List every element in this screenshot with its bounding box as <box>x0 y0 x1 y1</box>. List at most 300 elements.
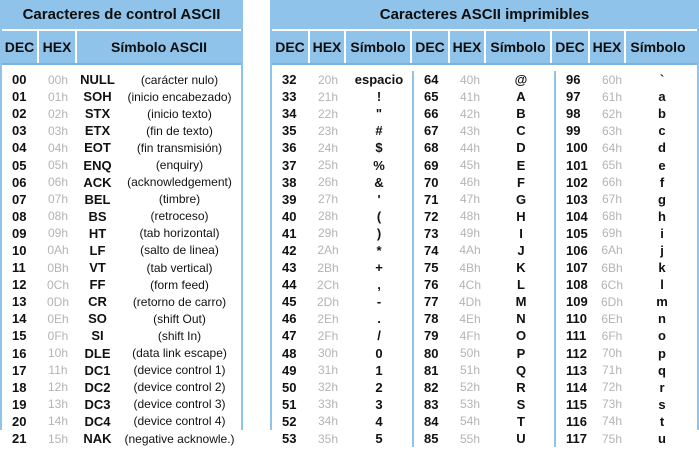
dec-value: 65 <box>424 89 439 105</box>
dec-value: 116 <box>566 413 587 429</box>
dec-value: 45 <box>282 294 297 310</box>
hex-value: 48h <box>459 209 481 224</box>
dec-value: 78 <box>424 311 439 327</box>
dec-value: 99 <box>566 123 581 139</box>
hex-value: 20h <box>317 72 339 87</box>
symbol-description: (device control 4) <box>133 414 226 429</box>
hex-value: 49h <box>459 226 481 241</box>
symbol-value: B <box>516 106 526 122</box>
printable-rows <box>556 71 694 447</box>
hex-value: 27h <box>317 192 339 207</box>
hex-value: 66h <box>601 175 623 190</box>
hex-value: 33h <box>317 397 339 412</box>
hex-value: 24h <box>317 140 339 155</box>
symbol-value: $ <box>375 140 383 156</box>
hex-value: 4Ah <box>459 243 481 258</box>
symbol-value: ` <box>659 72 665 88</box>
table-row <box>414 293 554 310</box>
symbol-value: F <box>517 174 525 190</box>
symbol-value: s <box>658 396 666 412</box>
dec-value: 79 <box>424 328 439 344</box>
symbol-value: - <box>376 294 382 310</box>
table-row <box>414 396 554 413</box>
hex-value: 0Ah <box>47 243 69 258</box>
symbol-description: (carácter nulo) <box>140 72 219 87</box>
table-row <box>272 225 412 242</box>
symbol-value: b <box>658 106 666 122</box>
dec-value: 01 <box>12 89 27 105</box>
symbol-value: FF <box>89 277 106 293</box>
hex-value: 30h <box>317 346 339 361</box>
dec-value: 100 <box>566 140 588 156</box>
dec-value: 40 <box>282 208 297 224</box>
dec-value: 09 <box>12 225 27 241</box>
hex-value: 2Eh <box>317 311 339 326</box>
symbol-description: (device control 2) <box>133 380 226 395</box>
symbol-value: T <box>517 413 525 429</box>
symbol-value: CR <box>88 294 107 310</box>
hex-value: 05h <box>47 158 69 173</box>
dec-value: 108 <box>566 277 588 293</box>
dec-value: 83 <box>424 396 439 412</box>
symbol-value: t <box>659 413 665 429</box>
hex-value: 4Bh <box>459 260 481 275</box>
symbol-value: g <box>658 191 666 207</box>
dec-value: 19 <box>12 396 27 412</box>
symbol-description: (acknowledgement) <box>127 175 232 190</box>
dec-value: 64 <box>424 72 439 88</box>
hex-value: 42h <box>459 106 481 121</box>
symbol-value: SI <box>91 328 104 344</box>
table-row <box>556 208 694 225</box>
dec-value: 17 <box>12 362 27 378</box>
table-row <box>2 105 241 122</box>
hex-value: 14h <box>47 414 69 429</box>
symbol-description: (fin de texto) <box>146 123 213 138</box>
symbol-value: S <box>516 396 526 412</box>
hex-value: 21h <box>317 89 339 104</box>
hex-value: 0Ch <box>46 277 69 292</box>
dec-value: 75 <box>424 260 439 276</box>
symbol-value: NULL <box>80 72 115 88</box>
dec-value: 32 <box>282 72 297 88</box>
hex-value: 34h <box>317 414 339 429</box>
table-row <box>414 88 554 105</box>
dec-value: 43 <box>282 260 297 276</box>
header-hex: HEX <box>39 31 77 63</box>
table-row <box>272 379 412 396</box>
table-row <box>556 362 694 379</box>
table-row <box>414 191 554 208</box>
hex-value: 71h <box>601 363 623 378</box>
dec-value: 49 <box>282 362 297 378</box>
hex-value: 2Ah <box>317 243 339 258</box>
table-row <box>272 259 412 276</box>
dec-value: 39 <box>282 191 297 207</box>
dec-value: 12 <box>12 277 27 293</box>
header-symbol: Símbolo <box>486 31 552 63</box>
symbol-value: N <box>516 311 526 327</box>
dec-value: 77 <box>424 294 439 310</box>
dec-value: 81 <box>424 362 439 378</box>
hex-value: 0Fh <box>47 328 69 343</box>
table-row <box>414 276 554 293</box>
hex-value: 2Ch <box>316 277 339 292</box>
table-row <box>414 242 554 259</box>
control-characters-title: Caracteres de control ASCII <box>2 0 241 31</box>
dec-value: 15 <box>12 328 27 344</box>
table-row <box>556 242 694 259</box>
table-row <box>556 276 694 293</box>
dec-value: 03 <box>12 123 27 139</box>
table-row <box>272 310 412 327</box>
dec-value: 44 <box>282 277 297 293</box>
dec-value: 85 <box>424 431 439 447</box>
symbol-value: i <box>660 225 664 241</box>
hex-value: 53h <box>459 397 481 412</box>
hex-value: 15h <box>47 431 69 446</box>
table-row <box>272 191 412 208</box>
dec-value: 36 <box>282 140 297 156</box>
symbol-value: DC2 <box>84 379 111 395</box>
hex-value: 65h <box>601 158 623 173</box>
symbol-value: p <box>658 345 666 361</box>
table-row <box>2 362 241 379</box>
dec-value: 96 <box>566 72 581 88</box>
table-row <box>556 293 694 310</box>
dec-value: 80 <box>424 345 439 361</box>
dec-value: 69 <box>424 157 439 173</box>
table-row <box>556 88 694 105</box>
symbol-description: (tab horizontal) <box>139 226 220 241</box>
printable-group <box>272 71 414 447</box>
hex-value: 4Eh <box>459 311 481 326</box>
table-row <box>2 413 241 430</box>
hex-value: 01h <box>47 89 69 104</box>
table-row <box>272 88 412 105</box>
symbol-value: espacio <box>354 72 404 88</box>
symbol-value: * <box>376 242 382 258</box>
hex-value: 45h <box>459 158 481 173</box>
symbol-value: SOH <box>83 89 112 105</box>
dec-value: 48 <box>282 345 297 361</box>
hex-value: 28h <box>317 209 339 224</box>
symbol-value: u <box>658 431 666 447</box>
table-row <box>2 396 241 413</box>
dec-value: 103 <box>566 191 588 207</box>
table-row <box>556 345 694 362</box>
hex-value: 47h <box>459 192 481 207</box>
dec-value: 117 <box>566 431 587 447</box>
hex-value: 6Bh <box>601 260 623 275</box>
symbol-value: # <box>375 123 383 139</box>
symbol-value: R <box>516 379 526 395</box>
hex-value: 63h <box>601 123 623 138</box>
printable-group <box>556 71 694 447</box>
symbol-value: STX <box>84 106 111 122</box>
table-row <box>272 122 412 139</box>
hex-value: 07h <box>47 192 69 207</box>
hex-value: 51h <box>459 363 481 378</box>
dec-value: 14 <box>12 311 27 327</box>
symbol-value: BEL <box>84 191 111 207</box>
table-row <box>556 122 694 139</box>
dec-value: 71 <box>424 191 439 207</box>
symbol-value: 1 <box>375 362 383 378</box>
hex-value: 09h <box>47 226 69 241</box>
table-row <box>414 225 554 242</box>
hex-value: 75h <box>601 431 623 446</box>
dec-value: 46 <box>282 311 297 327</box>
dec-value: 97 <box>566 89 581 105</box>
dec-value: 109 <box>566 294 588 310</box>
symbol-value: % <box>373 157 385 173</box>
hex-value: 62h <box>601 106 623 121</box>
table-row <box>414 139 554 156</box>
dec-value: 68 <box>424 140 439 156</box>
hex-value: 52h <box>459 380 481 395</box>
table-row <box>2 71 241 88</box>
symbol-value: 2 <box>375 379 383 395</box>
symbol-value: U <box>516 431 526 447</box>
symbol-value: H <box>516 208 526 224</box>
table-row <box>272 396 412 413</box>
symbol-value: 5 <box>375 431 383 447</box>
dec-value: 13 <box>12 294 27 310</box>
control-table-body <box>2 65 241 447</box>
table-row <box>272 362 412 379</box>
symbol-value: 3 <box>375 396 383 412</box>
dec-value: 34 <box>282 106 297 122</box>
symbol-value: a <box>658 89 666 105</box>
header-symbol: Símbolo <box>630 39 686 55</box>
symbol-description: (inicio encabezado) <box>127 89 232 104</box>
dec-value: 07 <box>12 191 27 207</box>
table-row <box>272 327 412 344</box>
dec-value: 115 <box>566 396 587 412</box>
table-row <box>414 208 554 225</box>
symbol-value: HT <box>88 225 107 241</box>
symbol-value: o <box>658 328 666 344</box>
hex-value: 74h <box>601 414 623 429</box>
table-row <box>2 430 241 447</box>
symbol-value: M <box>515 294 527 310</box>
symbol-description: (data link escape) <box>132 346 227 361</box>
table-row <box>272 208 412 225</box>
dec-value: 10 <box>12 242 27 258</box>
hex-value: 31h <box>317 363 339 378</box>
symbol-value: ETX <box>84 123 111 139</box>
symbol-value: 4 <box>375 413 383 429</box>
symbol-value: P <box>516 345 526 361</box>
table-row <box>556 413 694 430</box>
table-row <box>2 191 241 208</box>
symbol-value: EOT <box>84 140 111 156</box>
table-row <box>272 174 412 191</box>
symbol-description: (inicio texto) <box>147 106 212 121</box>
symbol-value: ACK <box>83 174 112 190</box>
symbol-value: A <box>516 89 526 105</box>
symbol-value: ( <box>376 208 382 224</box>
hex-value: 04h <box>47 140 69 155</box>
symbol-value: LF <box>89 242 106 258</box>
table-row <box>556 379 694 396</box>
table-row <box>414 105 554 122</box>
symbol-description: (form feed) <box>150 277 209 292</box>
symbol-value: " <box>375 106 383 122</box>
table-row <box>414 122 554 139</box>
table-row <box>414 174 554 191</box>
hex-value: 69h <box>601 226 623 241</box>
symbol-value: l <box>660 277 664 293</box>
dec-value: 08 <box>12 208 27 224</box>
table-row <box>272 345 412 362</box>
symbol-value: n <box>658 311 666 327</box>
control-table-header <box>2 31 241 65</box>
dec-value: 05 <box>12 157 27 173</box>
dec-value: 20 <box>12 413 27 429</box>
dec-value: 84 <box>424 413 439 429</box>
table-row <box>272 242 412 259</box>
table-row <box>414 379 554 396</box>
table-row <box>556 105 694 122</box>
dec-value: 42 <box>282 242 297 258</box>
dec-value: 73 <box>424 225 439 241</box>
dec-value: 110 <box>566 311 587 327</box>
hex-value: 68h <box>601 209 623 224</box>
table-row <box>2 225 241 242</box>
printable-group <box>414 71 556 447</box>
symbol-value: Q <box>515 362 527 378</box>
hex-value: 2Bh <box>317 260 339 275</box>
symbol-description: (tab vertical) <box>146 260 213 275</box>
dec-value: 04 <box>12 140 27 156</box>
symbol-value: e <box>658 157 666 173</box>
symbol-value: I <box>519 225 523 241</box>
dec-value: 02 <box>12 106 27 122</box>
hex-value: 10h <box>47 346 69 361</box>
dec-value: 105 <box>566 225 588 241</box>
header-hex: HEX <box>450 31 486 63</box>
dec-value: 70 <box>424 174 439 190</box>
symbol-value: SO <box>88 311 107 327</box>
symbol-value: d <box>658 140 666 156</box>
dec-value: 11 <box>12 260 26 276</box>
table-row <box>414 345 554 362</box>
table-row <box>2 379 241 396</box>
symbol-value: m <box>656 294 668 310</box>
table-row <box>2 242 241 259</box>
printable-rows <box>414 71 554 447</box>
symbol-value: J <box>517 242 525 258</box>
table-row <box>2 139 241 156</box>
table-row <box>2 156 241 173</box>
dec-value: 98 <box>566 106 581 122</box>
dec-value: 53 <box>282 431 297 447</box>
table-row <box>556 396 694 413</box>
hex-value: 0Eh <box>47 311 69 326</box>
symbol-value: ' <box>377 191 381 207</box>
dec-value: 104 <box>566 208 588 224</box>
header-symbol: Símbolo <box>346 31 412 63</box>
symbol-description: (enquiry) <box>155 158 204 173</box>
header-dec: DEC <box>272 31 310 63</box>
printable-table-header <box>272 31 697 65</box>
table-row <box>272 430 412 447</box>
hex-value: 40h <box>459 72 481 87</box>
symbol-description: (negative acknowle.) <box>124 431 235 446</box>
table-row <box>272 276 412 293</box>
symbol-description: (retroceso) <box>150 209 209 224</box>
hex-value: 4Fh <box>459 328 481 343</box>
printable-characters-title: Caracteres ASCII imprimibles <box>272 0 697 31</box>
table-row <box>556 225 694 242</box>
hex-value: 03h <box>47 123 69 138</box>
symbol-value: C <box>516 123 526 139</box>
hex-value: 64h <box>601 140 623 155</box>
symbol-value: DC4 <box>84 413 111 429</box>
symbol-value: DC1 <box>84 362 111 378</box>
hex-value: 41h <box>459 89 481 104</box>
dec-value: 50 <box>282 379 297 395</box>
symbol-value: D <box>516 140 526 156</box>
symbol-value: f <box>659 174 665 190</box>
dec-value: 66 <box>424 106 439 122</box>
symbol-description: (shift Out) <box>153 311 206 326</box>
hex-value: 35h <box>317 431 339 446</box>
table-row <box>556 310 694 327</box>
table-row <box>556 327 694 344</box>
table-row <box>272 156 412 173</box>
hex-value: 0Dh <box>46 294 69 309</box>
hex-value: 43h <box>459 123 481 138</box>
table-row <box>414 327 554 344</box>
symbol-value: O <box>515 328 527 344</box>
symbol-value: BS <box>88 208 107 224</box>
dec-value: 74 <box>424 242 439 258</box>
symbol-value: j <box>660 242 664 258</box>
symbol-value: q <box>658 362 666 378</box>
hex-value: 13h <box>47 397 69 412</box>
hex-value: 4Dh <box>458 294 481 309</box>
table-row <box>272 293 412 310</box>
table-row <box>414 156 554 173</box>
printable-characters-panel <box>270 0 699 447</box>
hex-value: 6Ah <box>601 243 623 258</box>
hex-value: 11h <box>48 363 68 378</box>
dec-value: 06 <box>12 174 27 190</box>
symbol-value: E <box>516 157 526 173</box>
dec-value: 106 <box>566 242 588 258</box>
dec-value: 52 <box>282 413 297 429</box>
hex-value: 73h <box>601 397 623 412</box>
table-row <box>414 71 554 88</box>
hex-value: 02h <box>47 106 69 121</box>
table-row <box>2 345 241 362</box>
hex-value: 4Ch <box>458 277 481 292</box>
hex-value: 60h <box>601 72 623 87</box>
dec-value: 51 <box>282 396 297 412</box>
table-row <box>414 413 554 430</box>
table-row <box>556 430 694 447</box>
hex-value: 00h <box>47 72 69 87</box>
symbol-value: , <box>377 277 381 293</box>
hex-value: 32h <box>317 380 339 395</box>
dec-value: 102 <box>566 174 588 190</box>
table-row <box>556 71 694 88</box>
hex-value: 55h <box>459 431 481 446</box>
printable-rows <box>272 71 412 447</box>
